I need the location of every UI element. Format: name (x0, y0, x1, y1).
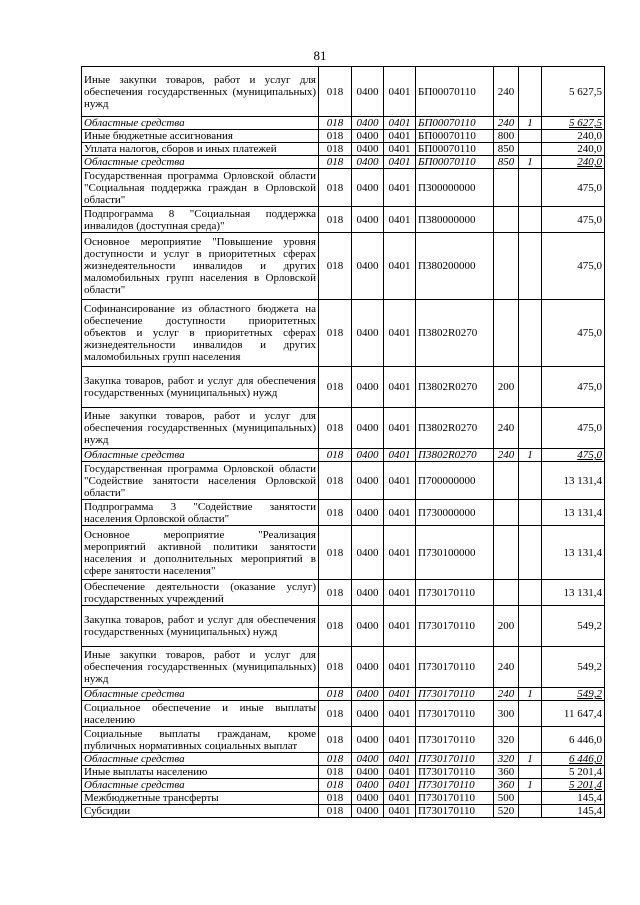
ministry-code-cell: 018 (319, 805, 352, 818)
subsection-code-cell: 0401 (384, 526, 416, 580)
target-article-code-cell: П730170110 (416, 805, 494, 818)
funding-source-code-cell (519, 647, 542, 688)
budget-table (81, 66, 605, 818)
section-code-cell: 0400 (352, 688, 384, 701)
table-row (82, 727, 605, 753)
amount-cell: 549,2 (542, 647, 605, 688)
budget-item-name-cell: Областные средства (82, 688, 319, 701)
budget-item-name-cell: Софинансирование из областного бюджета на обеспечение доступности приоритетных объектов и услуг в приоритетных сферах жизнедеятельности инвалидов и других маломобильных групп населения (82, 300, 319, 367)
ministry-code-cell: 018 (319, 300, 352, 367)
expense-type-code-cell: 320 (494, 753, 519, 766)
table-row (82, 156, 605, 169)
ministry-code-cell: 018 (319, 156, 352, 169)
target-article-code-cell: БП00070110 (416, 130, 494, 143)
budget-item-name-cell: Межбюджетные трансферты (82, 792, 319, 805)
funding-source-code-cell (519, 67, 542, 117)
amount-cell: 6 446,0 (542, 727, 605, 753)
expense-type-code-cell (494, 300, 519, 367)
ministry-code-cell: 018 (319, 753, 352, 766)
target-article-code-cell: П730170110 (416, 606, 494, 647)
target-article-code-cell: П730100000 (416, 526, 494, 580)
budget-item-name-cell: Иные закупки товаров, работ и услуг для обеспечения государственных (муниципальных) нужд (82, 647, 319, 688)
budget-item-name-cell: Обеспечение деятельности (оказание услуг) государственных учреждений (82, 580, 319, 606)
amount-cell: 5 201,4 (542, 766, 605, 779)
table-row (82, 143, 605, 156)
amount-cell: 475,0 (542, 449, 605, 462)
expense-type-code-cell: 240 (494, 647, 519, 688)
section-code-cell: 0400 (352, 779, 384, 792)
target-article-code-cell: П730170110 (416, 701, 494, 727)
funding-source-code-cell (519, 805, 542, 818)
amount-cell: 240,0 (542, 143, 605, 156)
expense-type-code-cell (494, 500, 519, 526)
section-code-cell: 0400 (352, 449, 384, 462)
ministry-code-cell: 018 (319, 792, 352, 805)
target-article-code-cell: П730170110 (416, 647, 494, 688)
amount-cell: 11 647,4 (542, 701, 605, 727)
subsection-code-cell: 0401 (384, 500, 416, 526)
amount-cell: 240,0 (542, 130, 605, 143)
table-row (82, 766, 605, 779)
table-row (82, 67, 605, 117)
section-code-cell: 0400 (352, 500, 384, 526)
target-article-code-cell: П730170110 (416, 766, 494, 779)
ministry-code-cell: 018 (319, 117, 352, 130)
subsection-code-cell: 0401 (384, 169, 416, 207)
budget-item-name-cell: Уплата налогов, сборов и иных платежей (82, 143, 319, 156)
funding-source-code-cell: 1 (519, 779, 542, 792)
amount-cell: 13 131,4 (542, 526, 605, 580)
subsection-code-cell: 0401 (384, 207, 416, 233)
subsection-code-cell: 0401 (384, 792, 416, 805)
amount-cell: 5 201,4 (542, 779, 605, 792)
subsection-code-cell: 0401 (384, 688, 416, 701)
expense-type-code-cell: 850 (494, 143, 519, 156)
ministry-code-cell: 018 (319, 367, 352, 408)
target-article-code-cell: П3802R0270 (416, 367, 494, 408)
section-code-cell: 0400 (352, 727, 384, 753)
ministry-code-cell: 018 (319, 766, 352, 779)
table-row (82, 300, 605, 367)
expense-type-code-cell: 240 (494, 449, 519, 462)
target-article-code-cell: П380000000 (416, 207, 494, 233)
target-article-code-cell: П3802R0270 (416, 300, 494, 367)
budget-item-name-cell: Основное мероприятие "Повышение уровня доступности и услуг в приоритетных сферах жизнедеятельности инвалидов и других маломобильных групп населения в Орловской области" (82, 233, 319, 300)
section-code-cell: 0400 (352, 753, 384, 766)
target-article-code-cell: БП00070110 (416, 67, 494, 117)
target-article-code-cell: П730000000 (416, 500, 494, 526)
amount-cell: 13 131,4 (542, 462, 605, 500)
funding-source-code-cell (519, 169, 542, 207)
subsection-code-cell: 0401 (384, 805, 416, 818)
expense-type-code-cell (494, 207, 519, 233)
funding-source-code-cell: 1 (519, 156, 542, 169)
table-row (82, 792, 605, 805)
target-article-code-cell: П3802R0270 (416, 408, 494, 449)
subsection-code-cell: 0401 (384, 606, 416, 647)
section-code-cell: 0400 (352, 606, 384, 647)
subsection-code-cell: 0401 (384, 462, 416, 500)
ministry-code-cell: 018 (319, 67, 352, 117)
section-code-cell: 0400 (352, 647, 384, 688)
subsection-code-cell: 0401 (384, 766, 416, 779)
table-row (82, 701, 605, 727)
amount-cell: 5 627,5 (542, 117, 605, 130)
section-code-cell: 0400 (352, 169, 384, 207)
funding-source-code-cell (519, 130, 542, 143)
amount-cell: 475,0 (542, 169, 605, 207)
table-row (82, 233, 605, 300)
table-row (82, 779, 605, 792)
ministry-code-cell: 018 (319, 169, 352, 207)
funding-source-code-cell (519, 766, 542, 779)
funding-source-code-cell: 1 (519, 449, 542, 462)
subsection-code-cell: 0401 (384, 779, 416, 792)
section-code-cell: 0400 (352, 207, 384, 233)
target-article-code-cell: П3802R0270 (416, 449, 494, 462)
budget-item-name-cell: Областные средства (82, 449, 319, 462)
target-article-code-cell: П730170110 (416, 792, 494, 805)
subsection-code-cell: 0401 (384, 580, 416, 606)
budget-item-name-cell: Закупка товаров, работ и услуг для обеспечения государственных (муниципальных) нужд (82, 367, 319, 408)
table-row (82, 753, 605, 766)
subsection-code-cell: 0401 (384, 367, 416, 408)
funding-source-code-cell (519, 207, 542, 233)
table-row (82, 526, 605, 580)
budget-item-name-cell: Закупка товаров, работ и услуг для обеспечения государственных (муниципальных) нужд (82, 606, 319, 647)
amount-cell: 475,0 (542, 233, 605, 300)
section-code-cell: 0400 (352, 130, 384, 143)
table-row (82, 449, 605, 462)
section-code-cell: 0400 (352, 117, 384, 130)
expense-type-code-cell: 200 (494, 606, 519, 647)
table-row (82, 207, 605, 233)
subsection-code-cell: 0401 (384, 647, 416, 688)
target-article-code-cell: П300000000 (416, 169, 494, 207)
amount-cell: 475,0 (542, 300, 605, 367)
budget-item-name-cell: Социальное обеспечение и иные выплаты населению (82, 701, 319, 727)
ministry-code-cell: 018 (319, 408, 352, 449)
table-row (82, 688, 605, 701)
amount-cell: 5 627,5 (542, 67, 605, 117)
funding-source-code-cell (519, 792, 542, 805)
budget-item-name-cell: Областные средства (82, 117, 319, 130)
amount-cell: 475,0 (542, 207, 605, 233)
budget-item-name-cell: Областные средства (82, 779, 319, 792)
subsection-code-cell: 0401 (384, 408, 416, 449)
section-code-cell: 0400 (352, 526, 384, 580)
section-code-cell: 0400 (352, 156, 384, 169)
budget-item-name-cell: Иные бюджетные ассигнования (82, 130, 319, 143)
section-code-cell: 0400 (352, 805, 384, 818)
funding-source-code-cell: 1 (519, 117, 542, 130)
target-article-code-cell: П380200000 (416, 233, 494, 300)
section-code-cell: 0400 (352, 233, 384, 300)
amount-cell: 240,0 (542, 156, 605, 169)
target-article-code-cell: П700000000 (416, 462, 494, 500)
section-code-cell: 0400 (352, 766, 384, 779)
section-code-cell: 0400 (352, 580, 384, 606)
ministry-code-cell: 018 (319, 606, 352, 647)
target-article-code-cell: БП00070110 (416, 156, 494, 169)
expense-type-code-cell: 240 (494, 117, 519, 130)
budget-item-name-cell: Социальные выплаты гражданам, кроме публичных нормативных социальных выплат (82, 727, 319, 753)
expense-type-code-cell: 240 (494, 688, 519, 701)
subsection-code-cell: 0401 (384, 300, 416, 367)
budget-item-name-cell: Государственная программа Орловской области "Содействие занятости населения Орловской области" (82, 462, 319, 500)
expense-type-code-cell: 500 (494, 792, 519, 805)
amount-cell: 13 131,4 (542, 580, 605, 606)
amount-cell: 549,2 (542, 606, 605, 647)
amount-cell: 475,0 (542, 408, 605, 449)
budget-item-name-cell: Иные закупки товаров, работ и услуг для обеспечения государственных (муниципальных) нужд (82, 67, 319, 117)
expense-type-code-cell: 850 (494, 156, 519, 169)
table-row (82, 462, 605, 500)
table-row (82, 117, 605, 130)
ministry-code-cell: 018 (319, 500, 352, 526)
expense-type-code-cell: 360 (494, 766, 519, 779)
ministry-code-cell: 018 (319, 526, 352, 580)
ministry-code-cell: 018 (319, 207, 352, 233)
target-article-code-cell: П730170110 (416, 688, 494, 701)
table-row (82, 580, 605, 606)
funding-source-code-cell (519, 408, 542, 449)
expense-type-code-cell (494, 580, 519, 606)
budget-item-name-cell: Подпрограмма 8 "Социальная поддержка инвалидов (доступная среда)" (82, 207, 319, 233)
subsection-code-cell: 0401 (384, 233, 416, 300)
subsection-code-cell: 0401 (384, 67, 416, 117)
amount-cell: 145,4 (542, 805, 605, 818)
amount-cell: 6 446,0 (542, 753, 605, 766)
expense-type-code-cell: 520 (494, 805, 519, 818)
budget-item-name-cell: Подпрограмма 3 "Содействие занятости населения Орловской области" (82, 500, 319, 526)
budget-item-name-cell: Областные средства (82, 156, 319, 169)
subsection-code-cell: 0401 (384, 727, 416, 753)
table-row (82, 367, 605, 408)
ministry-code-cell: 018 (319, 647, 352, 688)
budget-table-body (82, 67, 605, 818)
expense-type-code-cell (494, 526, 519, 580)
subsection-code-cell: 0401 (384, 753, 416, 766)
table-row (82, 408, 605, 449)
funding-source-code-cell (519, 580, 542, 606)
expense-type-code-cell: 300 (494, 701, 519, 727)
budget-item-name-cell: Государственная программа Орловской области "Социальная поддержка граждан в Орловской области" (82, 169, 319, 207)
amount-cell: 145,4 (542, 792, 605, 805)
funding-source-code-cell (519, 300, 542, 367)
ministry-code-cell: 018 (319, 727, 352, 753)
target-article-code-cell: П730170110 (416, 753, 494, 766)
target-article-code-cell: П730170110 (416, 779, 494, 792)
funding-source-code-cell (519, 701, 542, 727)
budget-item-name-cell: Субсидии (82, 805, 319, 818)
table-row (82, 130, 605, 143)
amount-cell: 549,2 (542, 688, 605, 701)
expense-type-code-cell: 240 (494, 67, 519, 117)
funding-source-code-cell (519, 526, 542, 580)
target-article-code-cell: БП00070110 (416, 117, 494, 130)
budget-item-name-cell: Иные закупки товаров, работ и услуг для обеспечения государственных (муниципальных) нужд (82, 408, 319, 449)
funding-source-code-cell (519, 367, 542, 408)
section-code-cell: 0400 (352, 67, 384, 117)
table-row (82, 647, 605, 688)
table-row (82, 169, 605, 207)
section-code-cell: 0400 (352, 701, 384, 727)
funding-source-code-cell (519, 462, 542, 500)
ministry-code-cell: 018 (319, 449, 352, 462)
table-row (82, 805, 605, 818)
section-code-cell: 0400 (352, 792, 384, 805)
expense-type-code-cell (494, 233, 519, 300)
ministry-code-cell: 018 (319, 233, 352, 300)
funding-source-code-cell (519, 143, 542, 156)
table-row (82, 606, 605, 647)
funding-source-code-cell (519, 233, 542, 300)
target-article-code-cell: П730170110 (416, 727, 494, 753)
ministry-code-cell: 018 (319, 462, 352, 500)
amount-cell: 13 131,4 (542, 500, 605, 526)
target-article-code-cell: П730170110 (416, 580, 494, 606)
subsection-code-cell: 0401 (384, 701, 416, 727)
target-article-code-cell: БП00070110 (416, 143, 494, 156)
subsection-code-cell: 0401 (384, 130, 416, 143)
page-number: 81 (313, 48, 327, 63)
funding-source-code-cell: 1 (519, 688, 542, 701)
budget-item-name-cell: Иные выплаты населению (82, 766, 319, 779)
expense-type-code-cell: 320 (494, 727, 519, 753)
section-code-cell: 0400 (352, 462, 384, 500)
subsection-code-cell: 0401 (384, 117, 416, 130)
ministry-code-cell: 018 (319, 779, 352, 792)
ministry-code-cell: 018 (319, 143, 352, 156)
expense-type-code-cell: 240 (494, 408, 519, 449)
funding-source-code-cell (519, 500, 542, 526)
budget-item-name-cell: Областные средства (82, 753, 319, 766)
subsection-code-cell: 0401 (384, 156, 416, 169)
funding-source-code-cell (519, 727, 542, 753)
ministry-code-cell: 018 (319, 130, 352, 143)
ministry-code-cell: 018 (319, 701, 352, 727)
subsection-code-cell: 0401 (384, 143, 416, 156)
expense-type-code-cell: 200 (494, 367, 519, 408)
expense-type-code-cell (494, 462, 519, 500)
expense-type-code-cell: 800 (494, 130, 519, 143)
expense-type-code-cell (494, 169, 519, 207)
section-code-cell: 0400 (352, 143, 384, 156)
ministry-code-cell: 018 (319, 688, 352, 701)
subsection-code-cell: 0401 (384, 449, 416, 462)
section-code-cell: 0400 (352, 367, 384, 408)
expense-type-code-cell: 360 (494, 779, 519, 792)
section-code-cell: 0400 (352, 300, 384, 367)
budget-item-name-cell: Основное мероприятие "Реализация мероприятий активной политики занятости населения и дополнительных мероприятий в сфере занятости населения" (82, 526, 319, 580)
table-row (82, 500, 605, 526)
funding-source-code-cell (519, 606, 542, 647)
amount-cell: 475,0 (542, 367, 605, 408)
section-code-cell: 0400 (352, 408, 384, 449)
funding-source-code-cell: 1 (519, 753, 542, 766)
ministry-code-cell: 018 (319, 580, 352, 606)
